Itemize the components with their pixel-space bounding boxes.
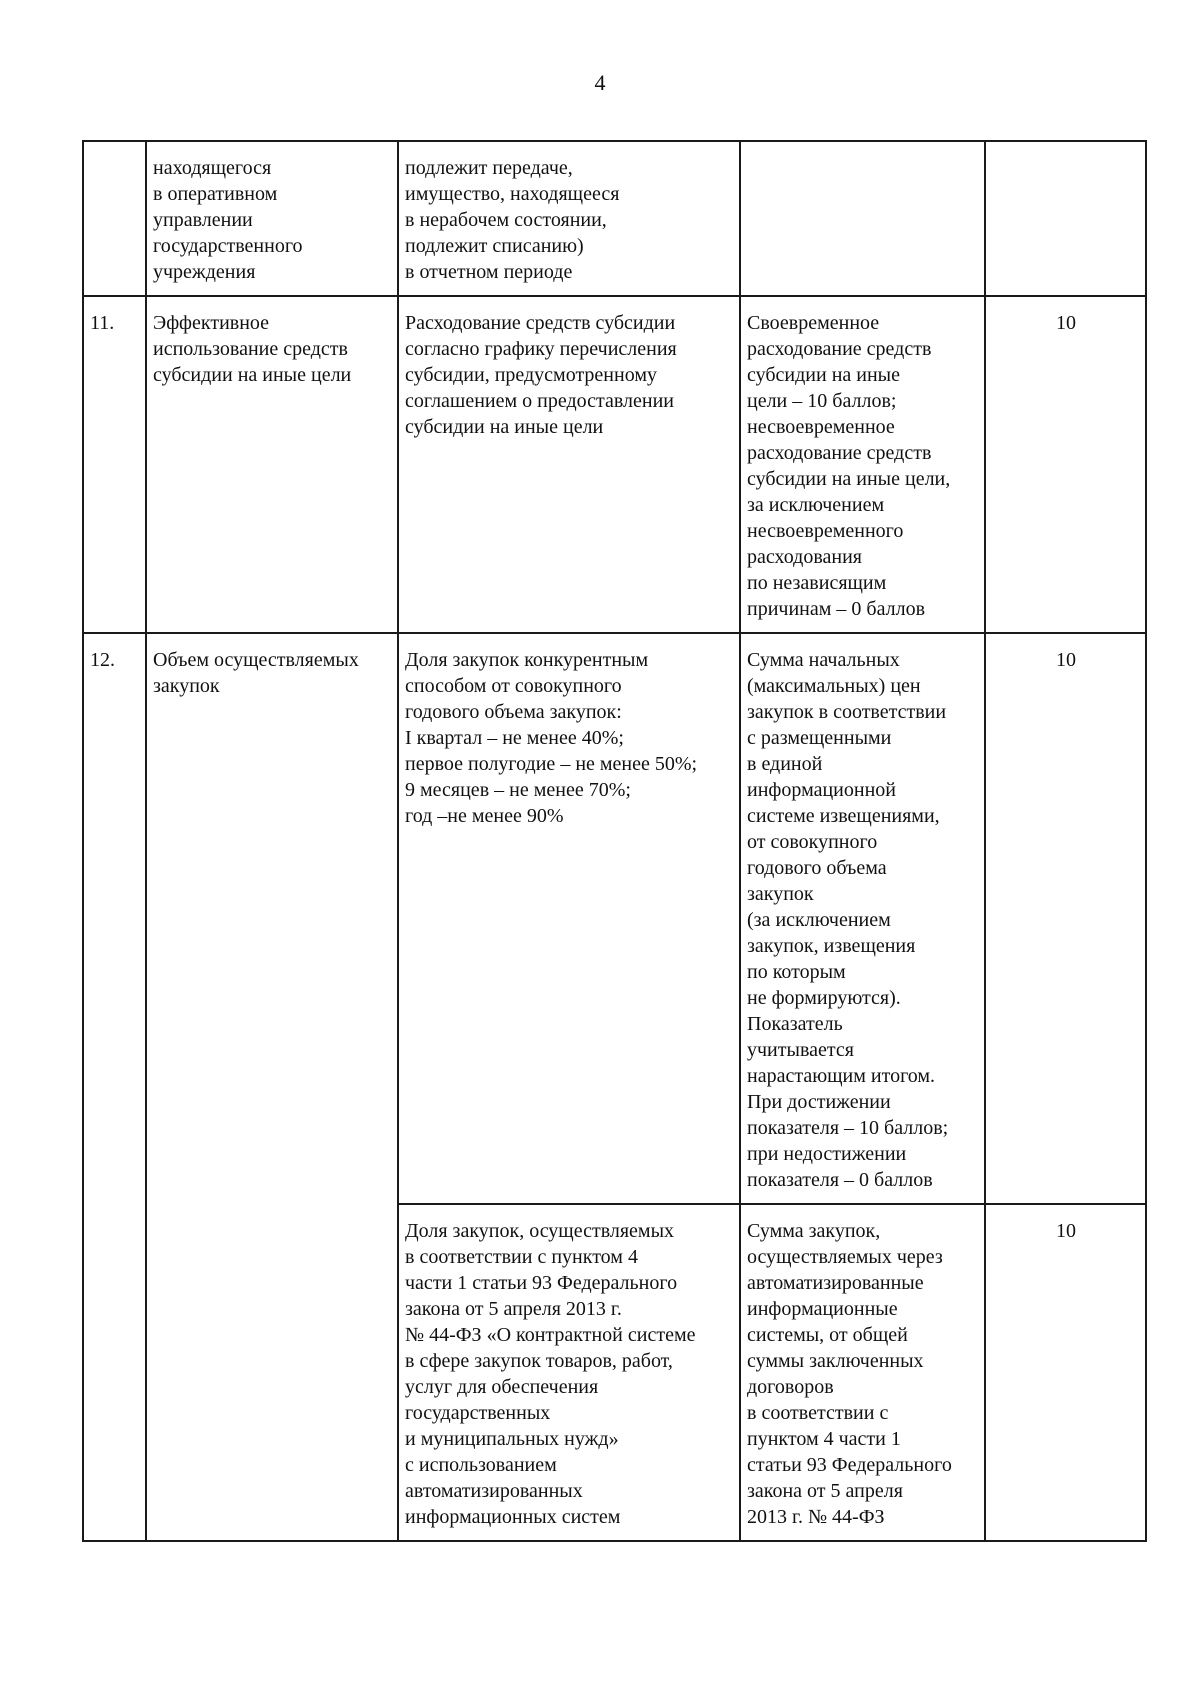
points-cell: 10 [985, 296, 1146, 633]
indicator-cell: Расходование средств субсидии согласно графику перечисления субсидии, предусмотренному соглашением о предоставлении субсидии на иные цели [398, 296, 740, 633]
criterion-name-cell: Объем осуществляемых закупок [146, 633, 398, 1541]
method-cell [740, 141, 985, 296]
points-cell: 10 [985, 633, 1146, 1204]
points-cell [985, 141, 1146, 296]
points-cell: 10 [985, 1204, 1146, 1541]
criterion-name-cell: находящегося в оперативном управлении государственного учреждения [146, 141, 398, 296]
criterion-name-cell: Эффективное использование средств субсидии на иные цели [146, 296, 398, 633]
table-row-continuation [83, 141, 1146, 296]
table-row-12 [83, 633, 1146, 1204]
indicator-cell: Доля закупок конкурентным способом от совокупного годового объема закупок: I квартал – не менее 40%; первое полугодие – не менее 50%; 9 месяцев – не менее 70%; год –не менее 90% [398, 633, 740, 1204]
indicator-cell: подлежит передаче, имущество, находящееся в нерабочем состоянии, подлежит списанию) в отчетном периоде [398, 141, 740, 296]
method-cell: Сумма закупок, осуществляемых через автоматизированные информационные системы, от общей суммы заключенных договоров в соответствии с пунктом 4 части 1 статьи 93 Федерального закона от 5 апреля 2013 г. № 44-ФЗ [740, 1204, 985, 1541]
row-number-cell: 11. [83, 296, 146, 633]
method-cell: Своевременное расходование средств субсидии на иные цели – 10 баллов; несвоевременное расходование средств субсидии на иные цели, за исключением несвоевременного расходования по независящим причинам – 0 баллов [740, 296, 985, 633]
table-row-11 [83, 296, 1146, 633]
indicator-cell: Доля закупок, осуществляемых в соответствии с пунктом 4 части 1 статьи 93 Федерального закона от 5 апреля 2013 г. № 44-ФЗ «О контрактной системе в сфере закупок товаров, работ, услуг для обеспечения государственных и муниципальных нужд» с использованием автоматизированных информационных систем [398, 1204, 740, 1541]
page-number: 4 [594, 70, 606, 95]
row-number-cell: 12. [83, 633, 146, 1541]
row-number-cell [83, 141, 146, 296]
criteria-table [82, 140, 1147, 1542]
method-cell: Сумма начальных (максимальных) цен закупок в соответствии с размещенными в единой информационной системе извещениями, от совокупного годового объема закупок (за исключением закупок, извещения по которым не формируются). Показатель учитывается нарастающим итогом. При достижении показателя – 10 баллов; при недостижении показателя – 0 баллов [740, 633, 985, 1204]
